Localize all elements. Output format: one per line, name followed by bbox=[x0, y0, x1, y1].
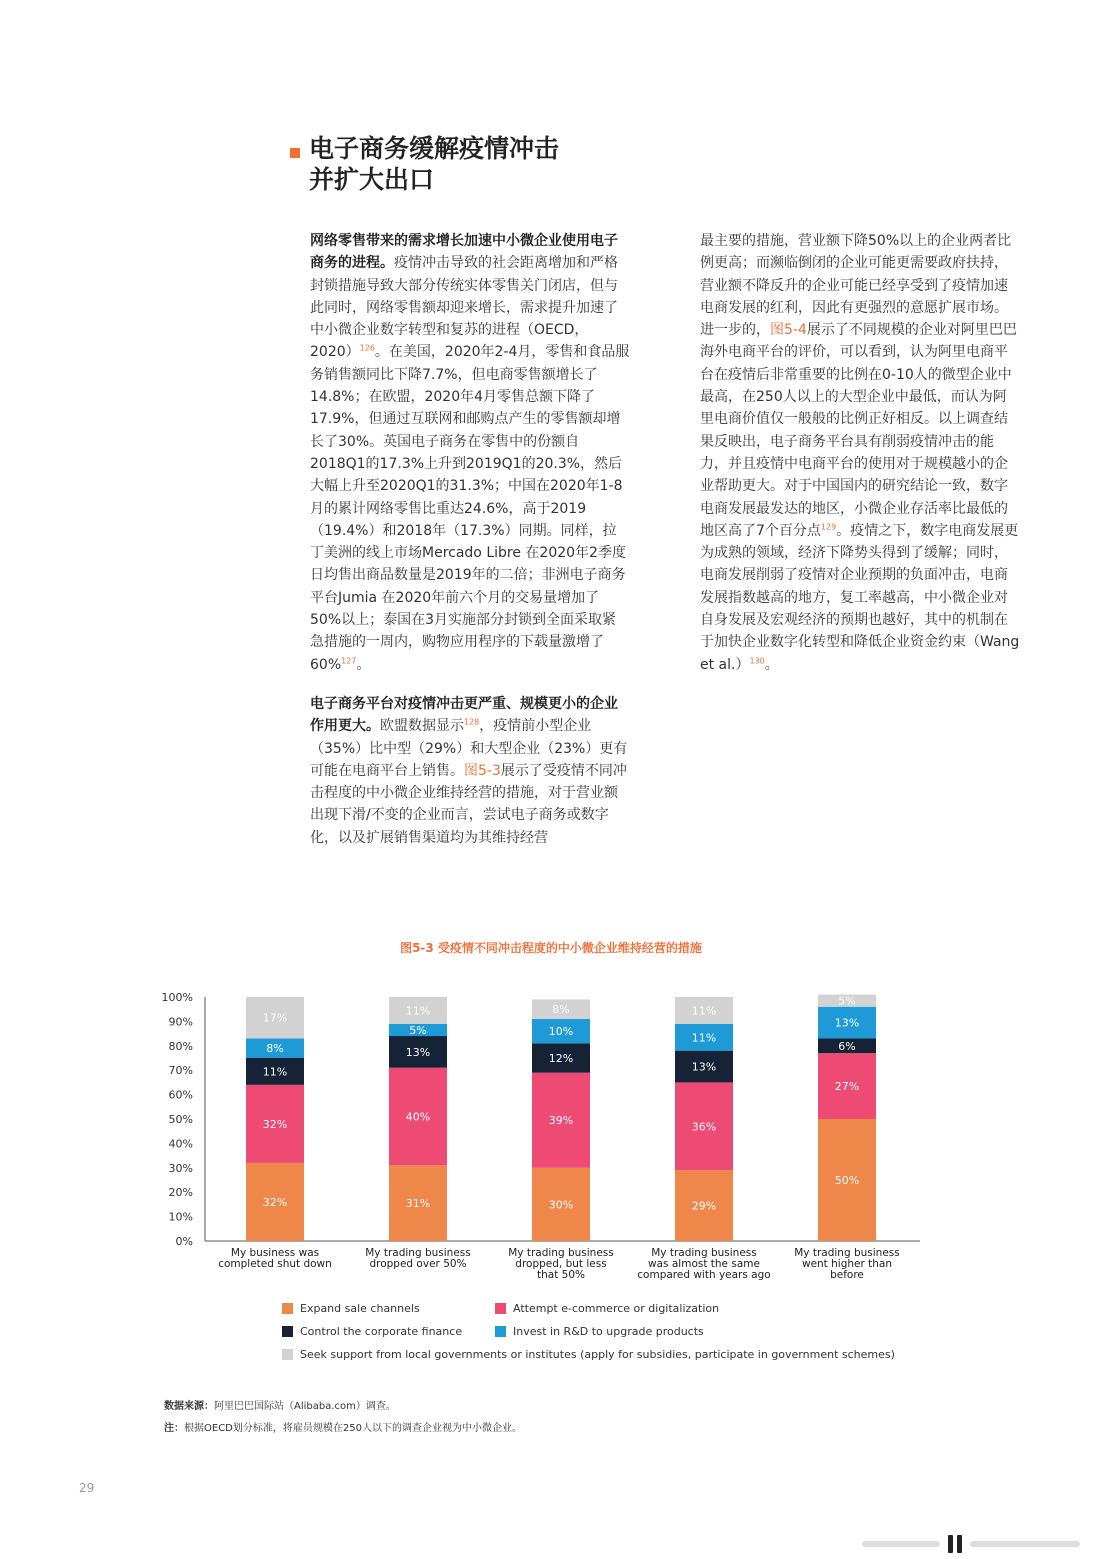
bar-value-label: 11% bbox=[262, 1065, 288, 1079]
footnote-ref-129[interactable]: 129 bbox=[820, 522, 837, 532]
left-text-column bbox=[310, 230, 630, 866]
x-category-label: that 50% bbox=[537, 1269, 585, 1281]
paragraph-2-text-c: 展示了受疫情不同冲击程度的中小微企业维持经营的措施，对于营业额出现下滑/不变的企业而言，尝试电子商务或数字化，以及扩展销售渠道均为其维持经营 bbox=[310, 762, 627, 846]
bar-value-label: 32% bbox=[262, 1195, 288, 1209]
bar-value-label: 5% bbox=[838, 994, 856, 1008]
legend-item-seek-support bbox=[282, 1348, 895, 1362]
paragraph-2-lead: 电子商务平台对疫情冲击更严重、规模更小的企业作用更大。 bbox=[310, 695, 618, 735]
bar-value-label: 12% bbox=[548, 1052, 574, 1065]
paragraph-1-lead: 网络零售带来的需求增长加速中小微企业使用电子商务的进程。 bbox=[310, 233, 618, 272]
figure-notes bbox=[164, 1396, 522, 1440]
x-category-label: My trading business bbox=[794, 1247, 900, 1259]
section-title-marker bbox=[290, 148, 300, 158]
paragraph-1-text-b: 。在美国，2020年2-4月，零售和食品服务销售额同比下降7.7%，但电商零售额增长了14.8%；在欧盟，2020年4月零售总额下降了17.9%，但通过互联网和邮购点产生的零售额却增长了30%。英国电子商务在零售中的份额自2018Q1的17.3%上升到2019Q1的20.3%，然后大幅上升至2020Q1的31.3%；中国在2020年1-8月的累计网络零售比重达24.6%，高于2019（19.4%）和2018年（17.3%）同期。同样，拉丁美洲的线上市场Mercado Libre 在2020年2季度日均售出商品数量是2019年的二倍；非洲电子商务平台Jumia 在2020年前六个月的交易量增加了50%以上；泰国在3月实施部分封锁到全面采取紧急措施的一周内，购物应用程序的下载量激增了60% bbox=[310, 344, 630, 673]
y-tick-label: 40% bbox=[168, 1137, 193, 1151]
x-category-label: was almost the same bbox=[648, 1258, 760, 1270]
right-text-column bbox=[700, 230, 1020, 693]
stacked-bar-chart bbox=[150, 985, 940, 1290]
bar-value-label: 29% bbox=[691, 1199, 717, 1213]
bar-value-label: 40% bbox=[405, 1110, 431, 1124]
bar-value-label: 13% bbox=[405, 1045, 431, 1059]
legend-label-invest-rd: Invest in R&D to upgrade products bbox=[513, 1325, 704, 1338]
bar-value-label: 30% bbox=[548, 1198, 574, 1212]
figure-5-4-link[interactable]: 图5-4 bbox=[770, 322, 807, 339]
y-tick-label: 90% bbox=[168, 1015, 193, 1029]
bar-value-label: 32% bbox=[262, 1117, 288, 1131]
y-tick-label: 100% bbox=[161, 991, 193, 1004]
data-source-note bbox=[164, 1396, 522, 1418]
viewer-scroll-track-left[interactable] bbox=[862, 1541, 940, 1547]
x-category-label: compared with years ago bbox=[637, 1269, 771, 1281]
legend-item-control-finance bbox=[282, 1325, 462, 1339]
data-source-text: 阿里巴巴国际站（Alibaba.com）调查。 bbox=[214, 1401, 396, 1412]
legend-label-seek-support: Seek support from local governments or institutes (apply for subsidies, participate in government schemes) bbox=[300, 1348, 895, 1361]
note-label: 注： bbox=[164, 1423, 184, 1434]
bar-value-label: 39% bbox=[548, 1114, 574, 1128]
section-title-line2: 并扩大出口 bbox=[309, 165, 435, 194]
legend-label-attempt-ecommerce: Attempt e-commerce or digitalization bbox=[513, 1302, 720, 1315]
viewer-scroll-track-right[interactable] bbox=[970, 1541, 1080, 1547]
legend-item-expand-sale-channels bbox=[282, 1302, 420, 1316]
paragraph-1 bbox=[310, 230, 630, 676]
note-text: 根据OECD划分标准，将雇员规模在250人以下的调查企业视为中小微企业。 bbox=[184, 1423, 522, 1434]
data-source-label: 数据来源： bbox=[164, 1401, 214, 1412]
legend-swatch-invest-rd bbox=[495, 1326, 506, 1337]
x-category-label: My trading business bbox=[508, 1247, 614, 1259]
bar-value-label: 10% bbox=[548, 1025, 574, 1039]
bar-value-label: 11% bbox=[691, 1004, 717, 1018]
bar-value-label: 17% bbox=[262, 1011, 288, 1025]
paragraph-1-end: 。 bbox=[356, 656, 371, 673]
bar-value-label: 13% bbox=[691, 1060, 717, 1074]
y-tick-label: 10% bbox=[168, 1210, 193, 1224]
bar-value-label: 8% bbox=[266, 1042, 284, 1056]
paragraph-2-text-b: ，疫情前小型企业（35%）比中型（29%）和大型企业（23%）更有可能在电商平台上销售。 bbox=[310, 718, 628, 779]
y-tick-label: 30% bbox=[168, 1161, 193, 1175]
bar-value-label: 50% bbox=[834, 1174, 860, 1187]
legend-swatch-control-finance bbox=[282, 1326, 293, 1337]
footnote-ref-128[interactable]: 128 bbox=[464, 717, 480, 727]
legend-item-attempt-ecommerce bbox=[495, 1302, 719, 1316]
pause-icon-bar-left[interactable] bbox=[948, 1535, 953, 1553]
x-category-label: went higher than bbox=[801, 1258, 893, 1270]
paragraph-2-text-a: 欧盟数据显示 bbox=[380, 718, 464, 735]
bar-value-label: 11% bbox=[691, 1031, 717, 1045]
legend-item-invest-rd bbox=[495, 1325, 704, 1339]
x-category-label: dropped, but less bbox=[515, 1258, 607, 1270]
paragraph-3-end: 。 bbox=[764, 656, 779, 673]
footnote-ref-130[interactable]: 130 bbox=[749, 655, 765, 665]
viewer-controls bbox=[862, 1535, 1080, 1553]
legend-swatch-attempt-ecommerce bbox=[495, 1303, 506, 1314]
x-category-label: before bbox=[830, 1269, 864, 1281]
paragraph-2 bbox=[310, 693, 630, 849]
bar-value-label: 31% bbox=[405, 1197, 431, 1211]
figure-5-3-link[interactable]: 图5-3 bbox=[464, 762, 501, 779]
paragraph-3-text-b: 展示了不同规模的企业对阿里巴巴海外电商平台的评价，可以看到，认为阿里电商平台在疫情后非常重要的比例在0-10人的微型企业中最高，在250人以上的大型企业中最低，而认为阿里电商价值仅一般般的比例正好相反。以上调查结果反映出，电子商务平台具有削弱疫情冲击的能力，并且疫情中电商平台的使用对于规模越小的企业帮助更大。对于中国国内的研究结论一致，数字电商发展最发达的地区，小微企业存活率比最低的地区高了7个百分点 bbox=[700, 322, 1017, 539]
paragraph-3-text-c: 。疫情之下，数字电商发展更为成熟的领域，经济下降势头得到了缓解；同时，电商发展削弱了疫情对企业预期的负面冲击，电商发展指数越高的地方，复工率越高，中小微企业对自身发展及宏观经济的预期也越好，其中的机制在于加快企业数字化转型和降低企业资金约束（Wang et al.） bbox=[700, 522, 1020, 673]
paragraph-3-text-a: 最主要的措施，营业额下降50%以上的企业两者比例更高；而濒临倒闭的企业可能更需要政府扶持，营业额不降反升的企业可能已经享受到了疫情加速电商发展的红利，因此有更强烈的意愿扩展市场。进一步的， bbox=[700, 233, 1012, 339]
y-tick-label: 20% bbox=[168, 1186, 193, 1200]
x-category-label: My trading business bbox=[651, 1247, 757, 1259]
definition-note bbox=[164, 1418, 522, 1440]
paragraph-1-text-a: 疫情冲击导致的社会距离增加和严格封锁措施导致大部分传统实体零售关门闭店，但与此同时，网络零售额却迎来增长，需求提升加速了中小微企业数字转型和复苏的进程（OECD，2020） bbox=[310, 255, 618, 361]
footnote-ref-126[interactable]: 126 bbox=[359, 343, 375, 353]
x-category-label: My business was bbox=[230, 1247, 320, 1259]
bar-value-label: 8% bbox=[552, 1003, 570, 1017]
section-title-line1: 电子商务缓解疫情冲击 bbox=[309, 134, 560, 163]
y-tick-label: 0% bbox=[175, 1235, 193, 1248]
section-title bbox=[309, 133, 559, 195]
page-number: 29 bbox=[79, 1481, 95, 1495]
bar-value-label: 6% bbox=[838, 1039, 856, 1053]
figure-title: 图5-3 受疫情不同冲击程度的中小微企业维持经营的措施 bbox=[400, 941, 702, 955]
bar-value-label: 5% bbox=[409, 1023, 427, 1037]
y-tick-label: 70% bbox=[168, 1064, 193, 1078]
y-tick-label: 80% bbox=[168, 1039, 193, 1053]
footnote-ref-127[interactable]: 127 bbox=[341, 655, 357, 665]
pause-icon-bar-right[interactable] bbox=[957, 1535, 962, 1553]
paragraph-3 bbox=[700, 230, 1020, 676]
legend-label-expand-sale-channels: Expand sale channels bbox=[300, 1302, 420, 1315]
bar-value-label: 13% bbox=[834, 1016, 860, 1030]
x-category-label: dropped over 50% bbox=[369, 1258, 467, 1270]
legend-swatch-seek-support bbox=[282, 1349, 293, 1360]
bar-value-label: 27% bbox=[834, 1080, 860, 1094]
bar-value-label: 11% bbox=[405, 1004, 431, 1018]
x-category-label: My trading business bbox=[365, 1247, 471, 1259]
y-tick-label: 50% bbox=[168, 1113, 193, 1126]
bar-value-label: 36% bbox=[691, 1120, 717, 1134]
legend-label-control-finance: Control the corporate finance bbox=[300, 1325, 463, 1338]
y-tick-label: 60% bbox=[168, 1088, 193, 1102]
x-category-label: completed shut down bbox=[218, 1258, 332, 1270]
legend-swatch-expand-sale-channels bbox=[282, 1303, 293, 1314]
